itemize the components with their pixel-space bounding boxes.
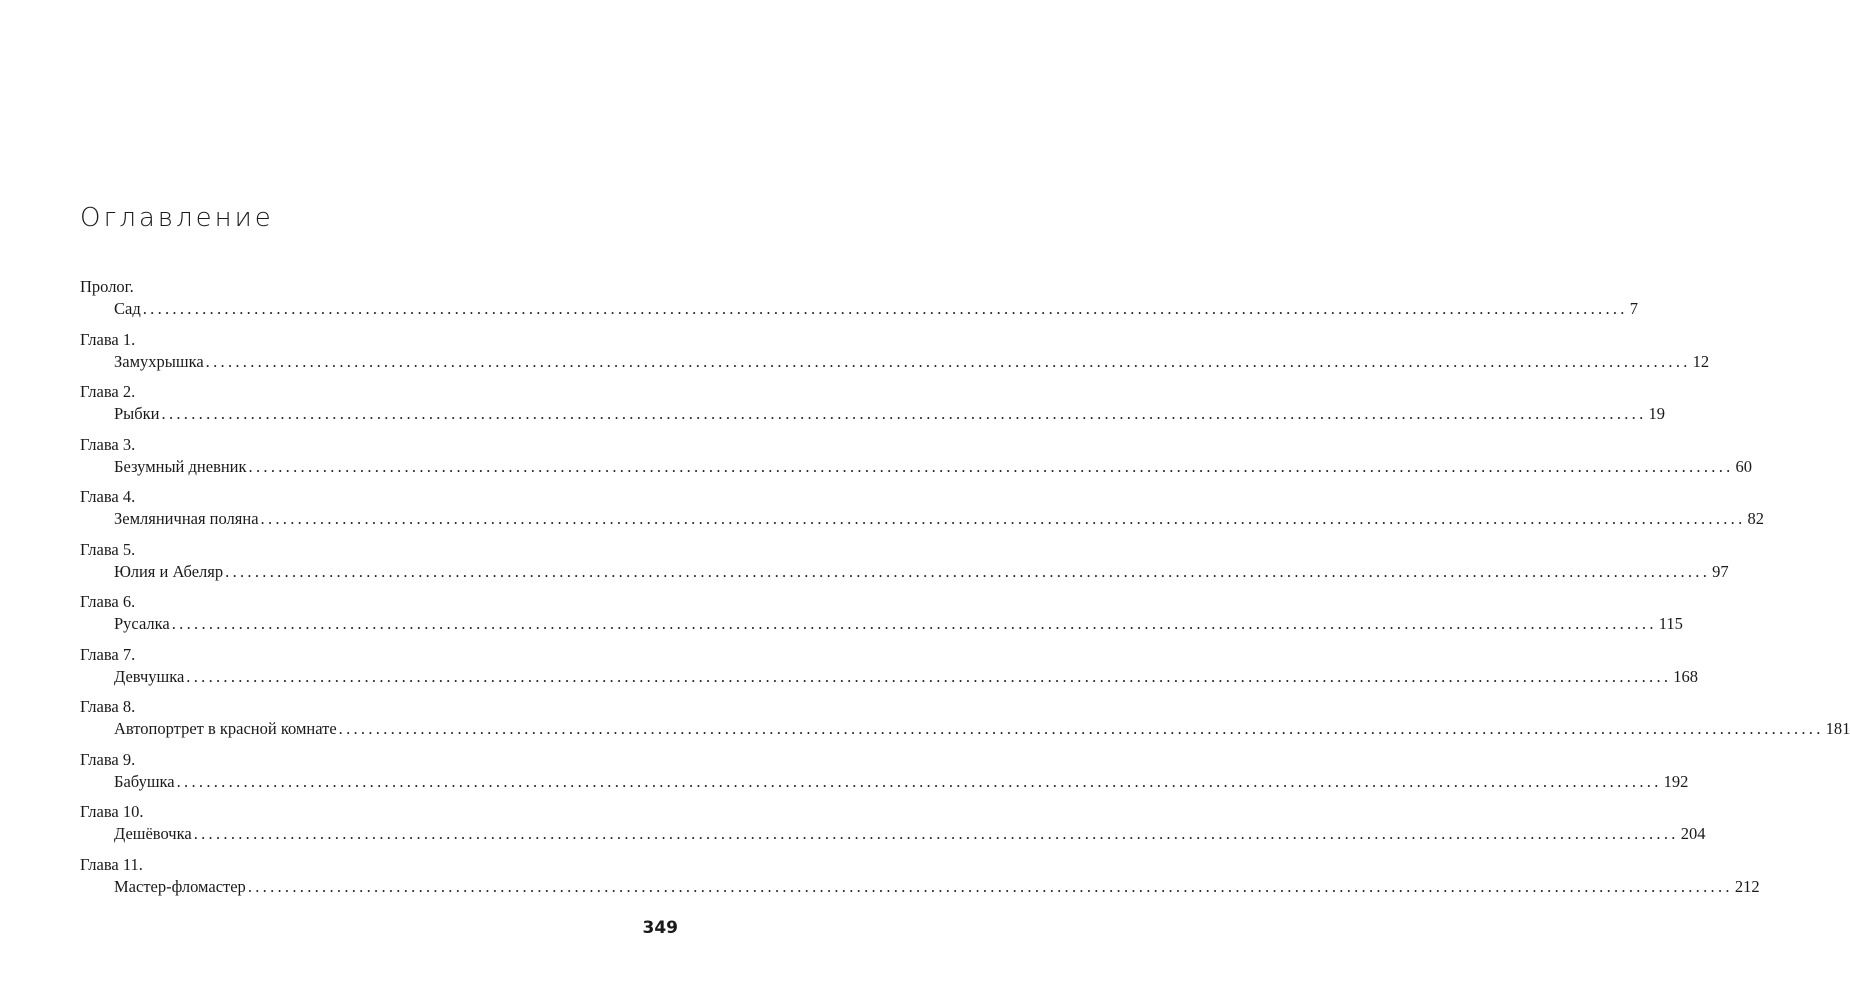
toc-chapter-label: Пролог. bbox=[80, 277, 134, 296]
toc-line bbox=[114, 876, 1760, 898]
toc-leader-dots: ........................................................................................................................................................................................................ bbox=[338, 719, 1824, 738]
toc-page-number: 192 bbox=[1663, 771, 1689, 791]
toc-page-number: 12 bbox=[1692, 351, 1710, 371]
toc-title: Юлия и Абеляр bbox=[114, 561, 224, 581]
toc-page-number: 19 bbox=[1648, 404, 1666, 423]
toc-entry bbox=[80, 749, 1689, 802]
toc-entry bbox=[80, 696, 1850, 749]
toc-line bbox=[114, 771, 1689, 793]
toc-list bbox=[80, 276, 1850, 906]
toc-title: Русалка bbox=[114, 614, 170, 633]
toc-chapter-label: Глава 11. bbox=[80, 854, 143, 874]
toc-leader-dots: ........................................................................................................................................................................................................ bbox=[225, 561, 1711, 581]
toc-leader-dots: ........................................................................................................................................................................................................ bbox=[176, 771, 1662, 791]
toc-line bbox=[114, 351, 1710, 373]
toc-chapter-label: Глава 4. bbox=[80, 487, 136, 506]
page-number: 349 bbox=[642, 918, 678, 938]
toc-line bbox=[114, 298, 1638, 320]
toc-page-number: 115 bbox=[1658, 614, 1683, 633]
toc-entry bbox=[80, 434, 1753, 487]
toc-line bbox=[114, 508, 1765, 530]
toc-page-number: 97 bbox=[1712, 561, 1729, 581]
toc-entry bbox=[80, 591, 1683, 644]
toc-leader-dots: ........................................................................................................................................................................................................ bbox=[205, 351, 1691, 371]
toc-chapter-label: Глава 2. bbox=[80, 382, 136, 401]
toc-title: Мастер-фломастер bbox=[114, 876, 246, 896]
toc-page-number: 82 bbox=[1747, 509, 1765, 528]
toc-chapter-label: Глава 8. bbox=[80, 697, 136, 716]
toc-chapter-label: Глава 10. bbox=[80, 802, 144, 821]
toc-entry bbox=[80, 854, 1760, 907]
toc-page-number: 181 bbox=[1825, 719, 1850, 738]
toc-chapter-label: Глава 3. bbox=[80, 434, 136, 454]
toc-line bbox=[114, 823, 1706, 845]
toc-page-number: 60 bbox=[1735, 456, 1753, 476]
toc-line bbox=[114, 456, 1753, 478]
toc-title: Безумный дневник bbox=[114, 456, 247, 476]
toc-chapter-label: Глава 1. bbox=[80, 329, 136, 349]
toc-entry bbox=[80, 276, 1638, 329]
toc-chapter-label: Глава 6. bbox=[80, 592, 136, 611]
toc-entry bbox=[80, 539, 1729, 592]
toc-title: Земляничная поляна bbox=[114, 509, 259, 528]
toc-leader-dots: ........................................................................................................................................................................................................ bbox=[193, 824, 1679, 843]
toc-page-number: 168 bbox=[1673, 666, 1699, 686]
toc-leader-dots: ........................................................................................................................................................................................................ bbox=[161, 404, 1647, 423]
toc-page-number: 212 bbox=[1734, 876, 1760, 896]
toc-entry bbox=[80, 801, 1706, 854]
toc-chapter-label: Глава 9. bbox=[80, 749, 136, 769]
toc-page-number: 7 bbox=[1629, 299, 1638, 318]
toc-line bbox=[114, 613, 1683, 635]
toc-leader-dots: ........................................................................................................................................................................................................ bbox=[186, 666, 1672, 686]
toc-title: Дешёвочка bbox=[114, 824, 192, 843]
toc-entry bbox=[80, 644, 1699, 697]
toc-leader-dots: ........................................................................................................................................................................................................ bbox=[260, 509, 1746, 528]
toc-title: Бабушка bbox=[114, 771, 175, 791]
toc-line bbox=[114, 666, 1699, 688]
toc-title: Автопортрет в красной комнате bbox=[114, 719, 337, 738]
toc-leader-dots: ........................................................................................................................................................................................................ bbox=[142, 299, 1628, 318]
toc-leader-dots: ........................................................................................................................................................................................................ bbox=[248, 456, 1734, 476]
toc-entry bbox=[80, 329, 1710, 382]
toc-title: Рыбки bbox=[114, 404, 160, 423]
toc-entry bbox=[80, 381, 1666, 434]
toc-line bbox=[114, 403, 1666, 425]
toc-page-number: 204 bbox=[1680, 824, 1706, 843]
toc-heading: Оглавление bbox=[80, 203, 274, 233]
toc-leader-dots: ........................................................................................................................................................................................................ bbox=[171, 614, 1657, 633]
toc-leader-dots: ........................................................................................................................................................................................................ bbox=[247, 876, 1733, 896]
toc-entry bbox=[80, 486, 1765, 539]
toc-title: Девчушка bbox=[114, 666, 185, 686]
toc-chapter-label: Глава 7. bbox=[80, 644, 136, 664]
toc-title: Замухрышка bbox=[114, 351, 204, 371]
toc-title: Сад bbox=[114, 299, 141, 318]
toc-line bbox=[114, 718, 1850, 740]
toc-line bbox=[114, 561, 1729, 583]
toc-chapter-label: Глава 5. bbox=[80, 539, 136, 559]
